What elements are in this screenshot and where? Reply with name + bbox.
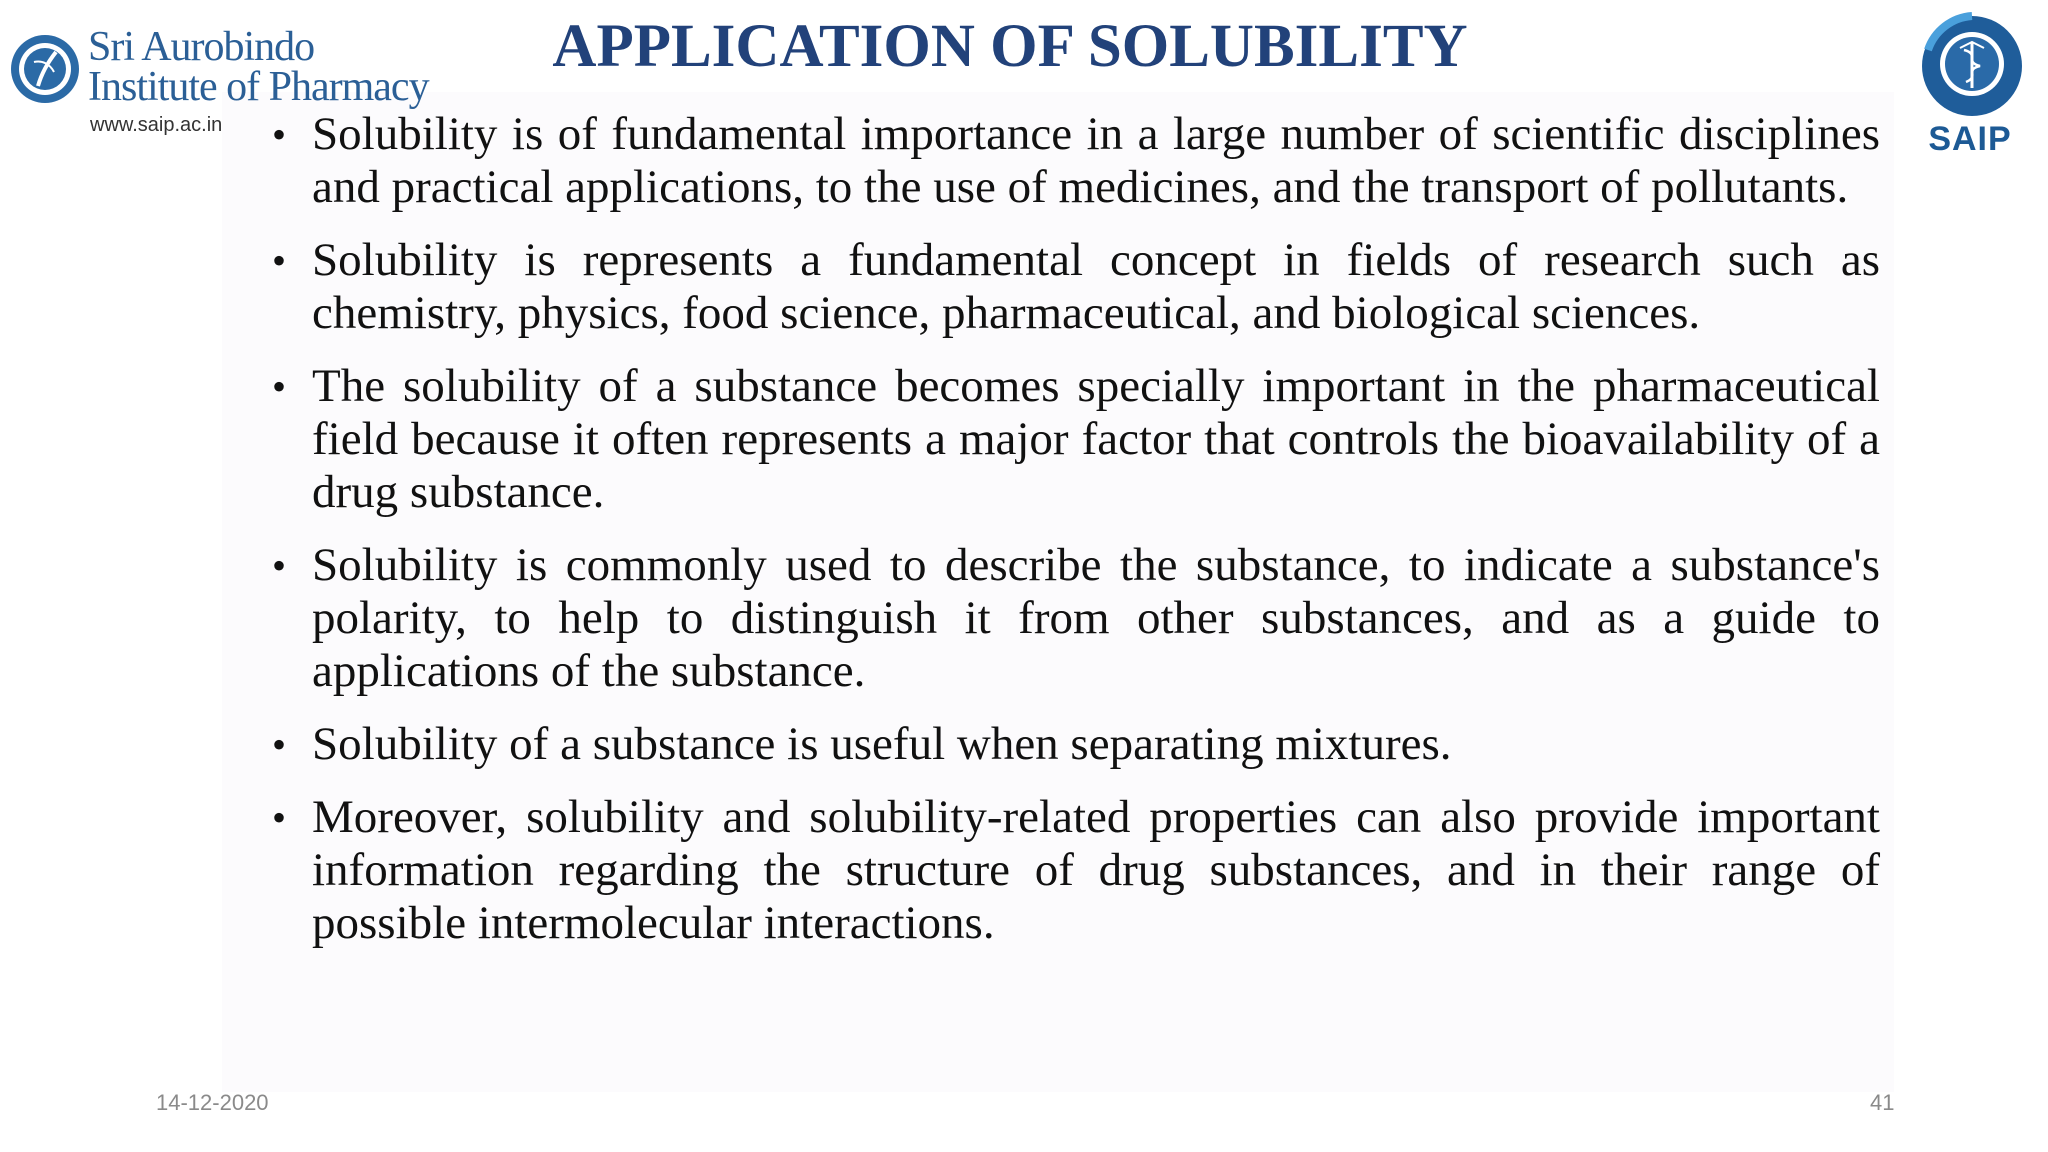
bullet-dot: •: [272, 112, 287, 157]
bullet-dot: •: [272, 722, 287, 767]
bullet-list: [272, 108, 1880, 970]
institute-url: www.saip.ac.in: [90, 114, 223, 136]
bullet-dot: •: [272, 795, 287, 840]
bullet-text: Solubility is of fundamental importance in a large number of scientific disciplines and practical applications, to the use of medicines, and the transport of pollutants.: [312, 108, 1880, 213]
bullet-dot: •: [272, 543, 287, 588]
bullet-text: The solubility of a substance becomes specially important in the pharmaceutical field because it often represents a major factor that controls the bioavailability of a drug substance.: [312, 360, 1880, 518]
saip-caption: SAIP: [1928, 120, 2012, 158]
bullet-item: [272, 234, 1880, 340]
institute-name-line1: Sri Aurobindo: [88, 24, 315, 70]
bullet-text: Solubility of a substance is useful when separating mixtures.: [312, 718, 1452, 770]
saip-logo: [1908, 10, 2032, 160]
bullet-text: Moreover, solubility and solubility-related properties can also provide important information regarding the structure of drug substances, and in their range of possible intermolecular interactions.: [312, 791, 1880, 949]
bullet-text: Solubility is commonly used to describe the substance, to indicate a substance's polarity, to help to distinguish it from other substances, and as a guide to applications of the substance.: [312, 539, 1880, 697]
page-number: 41: [1870, 1090, 1895, 1115]
bullet-item: [272, 718, 1880, 771]
college-emblem-icon: [8, 32, 82, 106]
slide-title: APPLICATION OF SOLUBILITY: [552, 13, 1468, 80]
bullet-item: [272, 791, 1880, 950]
caduceus-emblem-icon: [1908, 10, 2032, 120]
bullet-item: [272, 108, 1880, 214]
footer-date: 14-12-2020: [156, 1090, 269, 1115]
bullet-item: [272, 360, 1880, 519]
bullet-dot: •: [272, 238, 287, 283]
institute-name-line2: Institute of Pharmacy: [88, 64, 429, 110]
bullet-item: [272, 539, 1880, 698]
bullet-text: Solubility is represents a fundamental concept in fields of research such as chemistry, physics, food science, pharmaceutical, and biological sciences.: [312, 234, 1880, 339]
bullet-dot: •: [272, 364, 287, 409]
